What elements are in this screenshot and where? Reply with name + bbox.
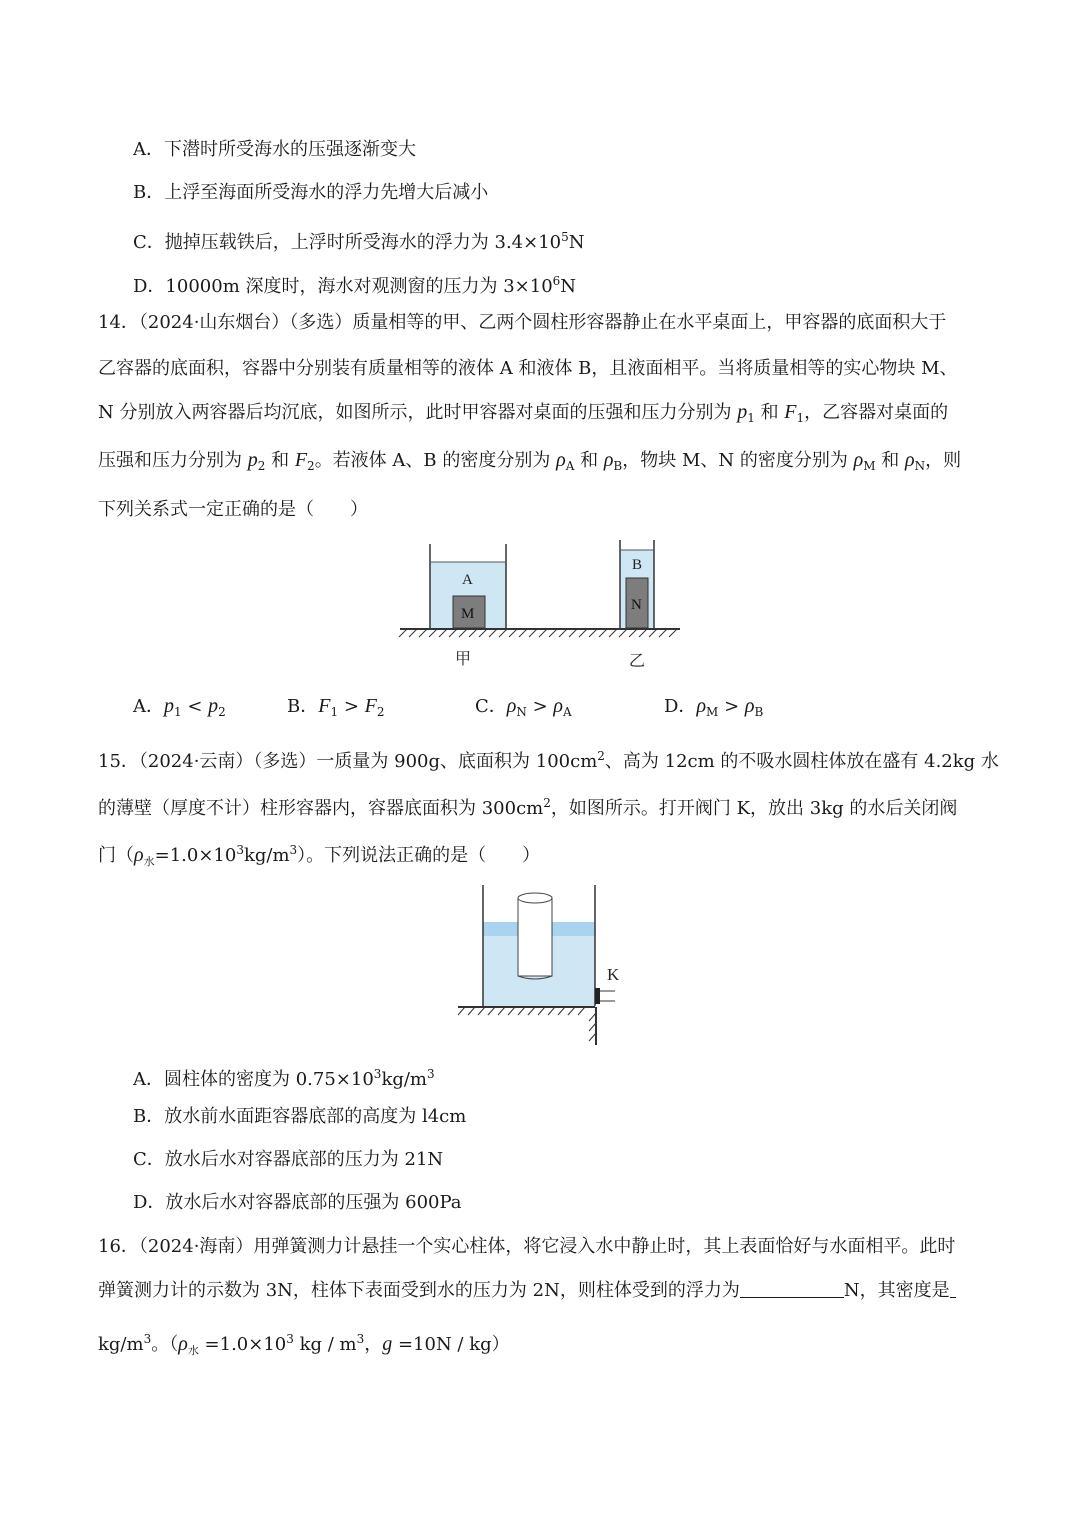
q16-line-3-text-c: =1.0×10: [198, 1334, 287, 1355]
q14-label-m: M: [461, 606, 475, 622]
q14-opt-a-p1: p: [164, 695, 174, 717]
q14-options-row: [0, 693, 1080, 723]
q14-label-a: A: [462, 572, 473, 588]
q16-line-3-text-f: =10N / kg）: [392, 1334, 510, 1355]
q15-option-c: C．放水后水对容器底部的压力为 21N: [133, 1149, 444, 1170]
q14-figure: [395, 536, 685, 672]
q14-opt-b-op: >: [338, 696, 365, 717]
q14-opt-d-rhoM-sub: M: [706, 705, 719, 719]
q14-opt-c-op: >: [526, 696, 554, 717]
q15-line-2-text-a: 的薄壁（厚度不计）柱形容器内，容器底面积为 300cm: [98, 798, 544, 819]
q14-opt-d-rhoB-sub: B: [754, 705, 764, 719]
q15-line-3-sup-2: 3: [289, 843, 298, 857]
q14-opt-b-F1-sub: 1: [330, 705, 339, 719]
q15-rho-water-sub: 水: [143, 855, 155, 868]
q13-option-d: [133, 268, 576, 300]
q16-line-3-text-e: ，: [364, 1334, 383, 1355]
symbol-F2: F: [294, 449, 308, 471]
q15-option-a-unit: kg/m: [381, 1069, 427, 1090]
q14-option-d-label: D．: [664, 696, 697, 717]
q16-line-3-sup: 3: [143, 1332, 152, 1346]
q15-label-k: K: [607, 965, 620, 984]
q14-opt-a-op: <: [181, 696, 209, 717]
q13-option-c-exp: 5: [561, 230, 569, 244]
q14-opt-c-rhoN-sub: N: [516, 705, 527, 719]
q14-caption-right: 乙: [629, 651, 646, 670]
q14-opt-d-op: >: [718, 696, 745, 717]
q13-option-a: [133, 137, 416, 163]
q14-opt-b-F1: F: [318, 695, 331, 717]
q14-line-4-text-g: ，则: [925, 450, 962, 471]
q14-option-b-label: B．: [287, 696, 319, 717]
q16-line-3-sup-2: 3: [286, 1332, 294, 1346]
q14-opt-b-F2: F: [364, 695, 377, 717]
symbol-p2-sub: 2: [257, 459, 266, 473]
q16-line-2-text-b: N，其密度是: [843, 1280, 950, 1301]
q14-opt-a-p2: p: [208, 695, 219, 717]
q15-option-a-text: A．圆柱体的密度为 0.75×10: [133, 1069, 374, 1090]
q15-line-2-sup: 2: [543, 796, 551, 810]
symbol-p1-sub: 1: [747, 411, 755, 425]
symbol-F1-sub: 1: [796, 411, 805, 425]
q15-line-2: [98, 790, 957, 822]
q15-line-3-text-c: kg/m: [243, 845, 290, 866]
q14-opt-d-rhoM: ρ: [696, 695, 707, 717]
q15-cylinder: [518, 898, 552, 976]
q14-line-4-text-b: 和: [265, 450, 295, 471]
symbol-rhoN: ρ: [904, 449, 915, 471]
q15-option-a-sup-1: 3: [373, 1067, 382, 1081]
q14-line-4-text-c: 。若液体 A、B 的密度分别为: [314, 450, 557, 471]
q14-table-hatch: [399, 629, 677, 637]
q16-line-3-text-b: 。（: [151, 1334, 179, 1355]
q13-option-c-text: C．抛掉压载铁后，上浮时所受海水的浮力为 3.4×10: [133, 232, 562, 253]
q14-line-4-text-a: 压强和压力分别为: [98, 450, 248, 471]
symbol-p1: p: [737, 401, 748, 423]
q15-line-3-text-a: 门（: [98, 845, 134, 866]
q15-line-1-sup: 2: [597, 749, 605, 763]
q14-opt-a-p1-sub: 1: [174, 705, 182, 719]
q14-option-d: [664, 693, 763, 725]
q14-option-a: [133, 693, 226, 725]
q16-line-1: 16．（2024·海南）用弹簧测力计悬挂一个实心柱体，将它浸入水中静止时，其上表面恰好与水面相平。此时: [98, 1236, 956, 1257]
symbol-rhoB: ρ: [603, 449, 614, 471]
q15-line-3-text-d: ）。下列说法正确的是（ ）: [297, 845, 541, 866]
q14-line-3: [98, 399, 948, 431]
q15-option-b: B．放水前水面距容器底部的高度为 l4cm: [133, 1106, 467, 1127]
q14-line-2: 乙容器的底面积，容器中分别装有质量相等的液体 A 和液体 B，且液面相平。当将质量相等的实心物块 M、: [98, 358, 958, 379]
q14-opt-c-rhoA: ρ: [553, 695, 564, 717]
q14-line-4-text-f: 和: [875, 450, 905, 471]
q16-line-2-text-a: 弹簧测力计的示数为 3N，柱体下表面受到水的压力为 2N，则柱体受到的浮力为: [98, 1280, 740, 1301]
q15-valve-k: [595, 988, 600, 1004]
q16-line-3-sup-3: 3: [356, 1332, 365, 1346]
symbol-F1: F: [784, 401, 797, 423]
q14-opt-c-rhoN: ρ: [506, 695, 517, 717]
q13-option-b: [133, 180, 488, 206]
q14-option-c-label: C．: [475, 696, 507, 717]
q14-line-5: 下列关系式一定正确的是（ ）: [98, 499, 368, 520]
q14-line-4-text-e: ，物块 M、N 的密度分别为: [622, 450, 854, 471]
q14-opt-d-rhoB: ρ: [744, 695, 755, 717]
q16-blank-buoyancy[interactable]: [740, 1279, 844, 1298]
symbol-p2: p: [247, 449, 258, 471]
q15-rho-water: ρ: [134, 844, 144, 866]
q14-option-a-label: A．: [133, 696, 164, 717]
q15-option-d: D．放水后水对容器底部的压强为 600Pa: [133, 1192, 462, 1213]
q14-caption-left: 甲: [455, 649, 472, 668]
q16-line-3-unit: kg/m: [98, 1334, 144, 1355]
q13-option-d-exp: 6: [552, 274, 561, 288]
q16-line-3-text-d: kg / m: [293, 1334, 357, 1355]
q14-line-4: [98, 447, 961, 479]
q16-line-2: [98, 1278, 956, 1304]
q16-blank-density[interactable]: [950, 1279, 956, 1298]
symbol-rhoM: ρ: [853, 449, 864, 471]
q15-option-a: [133, 1061, 435, 1093]
q14-line-3-text-c: ，乙容器对桌面的: [804, 402, 949, 423]
symbol-F2-sub: 2: [307, 459, 315, 473]
symbol-rhoN-sub: N: [914, 459, 926, 473]
q14-opt-a-p2-sub: 2: [218, 705, 226, 719]
q14-opt-c-rhoA-sub: A: [563, 705, 572, 719]
q16-symbol-g: g: [382, 1333, 393, 1355]
symbol-rhoB-sub: B: [613, 459, 623, 473]
q14-label-b: B: [632, 557, 643, 573]
q13-option-d-text: D．10000m 深度时，海水对观测窗的压力为 3×10: [133, 276, 553, 297]
q15-line-3-text-b: =1.0×10: [154, 845, 237, 866]
q13-option-c: [133, 224, 585, 256]
q15-figure: [455, 880, 635, 1050]
q13-option-a-text: A．下潜时所受海水的压强逐渐变大: [133, 139, 416, 160]
q14-label-n: N: [631, 597, 642, 613]
q15-ground-hatch: [458, 1007, 596, 1041]
q16-rho-water: ρ: [178, 1333, 188, 1355]
q14-line-3-text-b: 和: [754, 402, 785, 423]
q13-option-d-unit: N: [560, 276, 577, 297]
q13-option-b-text: B．上浮至海面所受海水的浮力先增大后减小: [133, 182, 489, 203]
q16-rho-water-sub: 水: [187, 1344, 199, 1357]
q15-line-3: [98, 837, 540, 875]
symbol-rhoM-sub: M: [863, 459, 876, 473]
symbol-rhoA: ρ: [556, 449, 566, 471]
q14-option-c: [475, 693, 572, 725]
q15-line-1-text-a: 15．（2024·云南）（多选）一质量为 900g、底面积为 100cm: [98, 751, 598, 772]
q15-line-2-text-b: ，如图所示。打开阀门 K，放出 3kg 的水后关闭阀: [550, 798, 958, 819]
q16-line-3: [98, 1326, 510, 1364]
q15-line-1-text-b: 、高为 12cm 的不吸水圆柱体放在盛有 4.2kg 水: [604, 751, 999, 772]
q14-opt-b-F2-sub: 2: [376, 705, 385, 719]
q15-line-3-sup-1: 3: [236, 843, 244, 857]
q14-line-4-text-d: 和: [574, 450, 604, 471]
q14-line-3-text-a: N 分别放入两容器后均沉底，如图所示，此时甲容器对桌面的压强和压力分别为: [98, 402, 738, 423]
q15-option-a-sup-2: 3: [427, 1067, 435, 1081]
q13-option-c-unit: N: [568, 232, 585, 253]
symbol-rhoA-sub: A: [565, 459, 575, 473]
q14-line-1: 14．（2024·山东烟台）（多选）质量相等的甲、乙两个圆柱形容器静止在水平桌面上，甲容器的底面积大于: [98, 312, 947, 333]
q14-option-b: [287, 693, 384, 725]
q15-line-1: [98, 743, 999, 775]
